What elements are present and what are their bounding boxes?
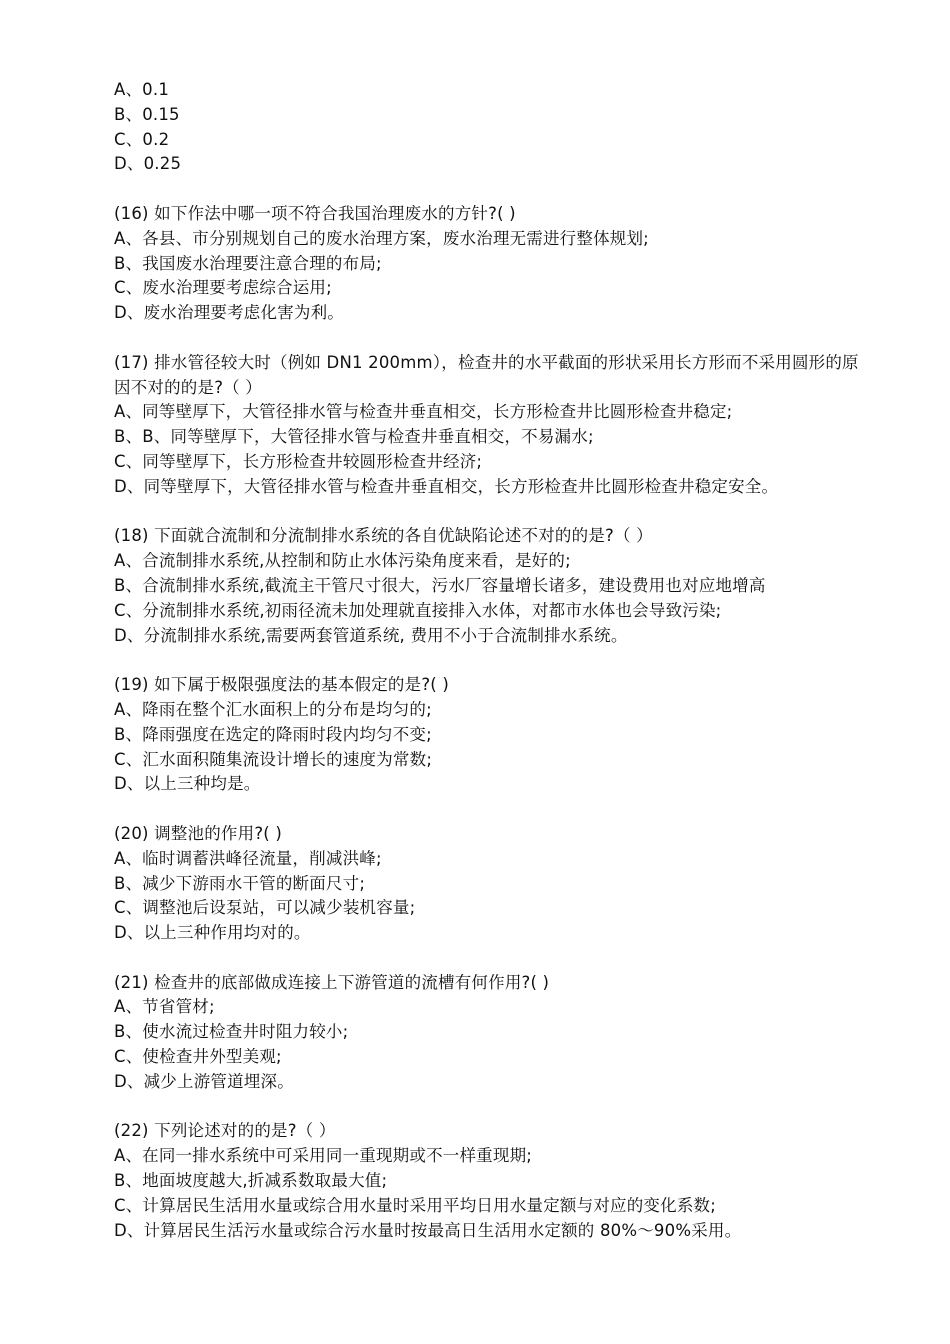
option-d: D、计算居民生活污水量或综合污水量时按最高日生活用水定额的 80%～90%采用。: [114, 1220, 742, 1240]
option-d: D、减少上游管道埋深。: [114, 1071, 294, 1091]
option-b: B、减少下游雨水干管的断面尺寸;: [114, 873, 366, 893]
option-d: D、废水治理要考虑化害为利。: [114, 303, 345, 323]
question-stem: (21) 检查井的底部做成连接上下游管道的流槽有何作用?( ): [114, 972, 550, 992]
option-c: C、分流制排水系统,初雨径流未加处理就直接排入水体，对都市水体也会导致污染;: [114, 600, 722, 620]
question-15-options: [114, 78, 904, 177]
option-a: A、在同一排水系统中可采用同一重现期或不一样重现期;: [114, 1146, 533, 1166]
option-b: B、合流制排水系统,截流主干管尺寸很大，污水厂容量增长诸多，建设费用也对应地增高: [114, 575, 766, 595]
question-18: [114, 524, 904, 648]
question-22: [114, 1119, 904, 1243]
option-a: A、节省管材;: [114, 997, 215, 1017]
question-17: [114, 351, 904, 500]
question-21: [114, 971, 904, 1095]
option-b: B、B、同等壁厚下，大管径排水管与检查井垂直相交，不易漏水;: [114, 427, 594, 447]
document-page: [114, 78, 904, 1243]
option-c: C、废水治理要考虑综合运用;: [114, 278, 332, 298]
option-d: D、0.25: [114, 154, 182, 174]
question-19: [114, 673, 904, 797]
option-b: B、使水流过检查井时阻力较小;: [114, 1022, 349, 1042]
option-d: D、以上三种均是。: [114, 774, 261, 794]
option-c: C、使检查井外型美观;: [114, 1047, 282, 1067]
option-a: A、0.1: [114, 80, 170, 99]
question-stem-continued: 因不对的的是?（ ）: [114, 377, 263, 397]
option-c: C、汇水面积随集流设计增长的速度为常数;: [114, 749, 433, 769]
option-d: D、以上三种作用均对的。: [114, 923, 311, 943]
option-a: A、临时调蓄洪峰径流量，削减洪峰;: [114, 848, 382, 868]
option-c: C、0.2: [114, 129, 170, 149]
option-a: A、同等壁厚下，大管径排水管与检查井垂直相交，长方形检查井比圆形检查井稳定;: [114, 402, 733, 422]
option-d: D、同等壁厚下，大管径排水管与检查井垂直相交，长方形检查井比圆形检查井稳定安全。: [114, 476, 779, 496]
question-stem: (16) 如下作法中哪一项不符合我国治理废水的方针?( ): [114, 203, 516, 223]
option-c: C、计算居民生活用水量或综合用水量时采用平均日用水量定额与对应的变化系数;: [114, 1195, 716, 1215]
question-stem: (17) 排水管径较大时（例如 DN1 200mm），检查井的水平截面的形状采用长方形而不采用圆形的原: [114, 352, 859, 372]
option-a: A、合流制排水系统,从控制和防止水体污染角度来看，是好的;: [114, 551, 571, 571]
option-b: B、我国废水治理要注意合理的布局;: [114, 253, 382, 273]
option-c: C、同等壁厚下，长方形检查井较圆形检查井经济;: [114, 451, 483, 471]
option-a: A、降雨在整个汇水面积上的分布是均匀的;: [114, 699, 432, 719]
question-stem: (22) 下列论述对的的是?（ ）: [114, 1121, 336, 1141]
question-stem: (20) 调整池的作用?( ): [114, 823, 282, 843]
option-c: C、调整池后设泵站，可以减少装机容量;: [114, 898, 416, 918]
question-stem: (18) 下面就合流制和分流制排水系统的各自优缺陷论述不对的的是?（ ）: [114, 526, 653, 546]
option-b: B、降雨强度在选定的降雨时段内均匀不变;: [114, 724, 432, 744]
option-a: A、各县、市分别规划自己的废水治理方案，废水治理无需进行整体规划;: [114, 228, 649, 248]
question-20: [114, 822, 904, 946]
question-16: [114, 202, 904, 326]
option-b: B、地面坡度越大,折减系数取最大值;: [114, 1171, 388, 1191]
question-stem: (19) 如下属于极限强度法的基本假定的是?( ): [114, 675, 449, 695]
option-b: B、0.15: [114, 104, 180, 124]
option-d: D、分流制排水系统,需要两套管道系统, 费用不小于合流制排水系统。: [114, 625, 628, 645]
